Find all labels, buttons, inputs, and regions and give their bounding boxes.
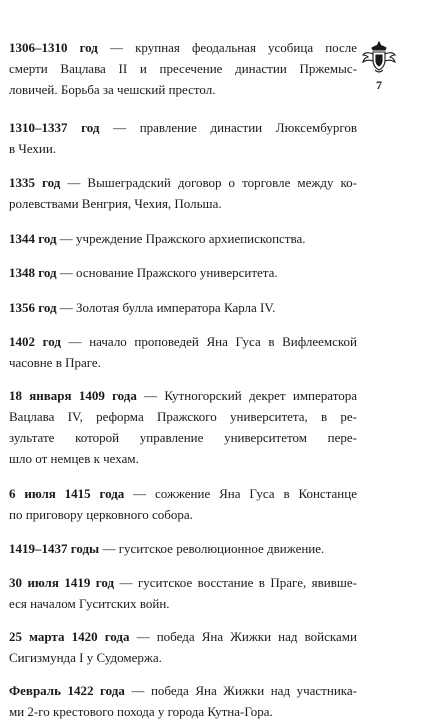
entry-line: Вацлава IV, реформа Пражского университета, в ре- [9, 409, 357, 424]
entry-line [9, 117, 357, 138]
entry-line: ми 2-го крестового похода у города Кутна-Гора. [9, 704, 273, 719]
timeline-entry [9, 331, 357, 373]
entry-date: 1306–1310 год [9, 40, 98, 55]
entry-date: 6 июля 1415 года [9, 486, 125, 501]
entry-line: по приговору церковного собора. [9, 507, 193, 522]
entry-line [9, 385, 357, 406]
timeline-entry [9, 538, 357, 559]
entry-line [9, 297, 357, 318]
entry-date: 1335 год [9, 175, 61, 190]
entry-text: — Вышеградский договор о торговле между ко- [60, 175, 357, 190]
entry-text: — Золотая булла императора Карла IV. [56, 300, 276, 315]
entry-date: 1419–1437 годы [9, 541, 100, 556]
entry-line: в Чехии. [9, 141, 57, 156]
timeline-entry [9, 297, 357, 318]
entry-line [9, 37, 357, 58]
entry-date: 25 марта 1420 года [9, 629, 130, 644]
entry-text: — победа Яна Жижки над войсками [129, 629, 357, 644]
entry-line [9, 680, 357, 701]
entry-date: Февраль 1422 года [9, 683, 125, 698]
entry-text: — гуситское восстание в Праге, явивше- [114, 575, 357, 590]
entry-date: 1356 год [9, 300, 57, 315]
entry-text: — Кутногорский декрет императора [136, 388, 357, 403]
entry-text: — правление династии Люксембургов [99, 120, 357, 135]
entry-date: 1310–1337 год [9, 120, 100, 135]
timeline-entry [9, 680, 357, 722]
entry-text: — крупная феодальная усобица после [97, 40, 358, 55]
entry-date: 30 июля 1419 год [9, 575, 115, 590]
entry-line: ролевствами Венгрия, Чехия, Польша. [9, 196, 222, 211]
entry-line: еся началом Гуситских войн. [9, 596, 170, 611]
timeline-entry [9, 37, 357, 100]
entry-text: — гуситское революционное движение. [99, 541, 325, 556]
entry-line [9, 483, 357, 504]
timeline-entry [9, 262, 357, 283]
timeline-entry [9, 626, 357, 668]
timeline-entry [9, 572, 357, 614]
entry-line: зультате которой управление университетом пере- [9, 430, 357, 445]
entry-text: — начало проповедей Яна Гуса в Вифлеемской [60, 334, 358, 349]
entry-line: часовне в Праге. [9, 355, 101, 370]
entry-line [9, 572, 357, 593]
entry-text: — учреждение Пражского архиепископства. [56, 231, 306, 246]
entry-line: смерти Вацлава II и пресечение династии Пржемыс- [9, 61, 357, 76]
entry-date: 1402 год [9, 334, 61, 349]
entry-line [9, 626, 357, 647]
timeline-entry [9, 117, 357, 159]
crest-ornament-icon [358, 36, 400, 78]
timeline-entry [9, 172, 357, 214]
timeline-entry [9, 385, 357, 469]
entry-line [9, 172, 357, 193]
entry-line: ловичей. Борьба за чешский престол. [9, 82, 216, 97]
timeline-entry [9, 483, 357, 525]
entry-line [9, 228, 357, 249]
entry-line: шло от немцев к чехам. [9, 451, 139, 466]
entry-line: Сигизмунда I у Судомержа. [9, 650, 162, 665]
entry-date: 18 января 1409 года [9, 388, 137, 403]
entry-text: — сожжение Яна Гуса в Констанце [124, 486, 357, 501]
timeline-entry [9, 228, 357, 249]
entry-line [9, 331, 357, 352]
entry-date: 1344 год [9, 231, 57, 246]
entry-text: — основание Пражского университета. [56, 265, 278, 280]
entry-line [9, 538, 357, 559]
entry-line [9, 262, 357, 283]
entry-date: 1348 год [9, 265, 57, 280]
entry-text: — победа Яна Жижки над участника- [124, 683, 357, 698]
page-number: 7 [376, 78, 382, 92]
